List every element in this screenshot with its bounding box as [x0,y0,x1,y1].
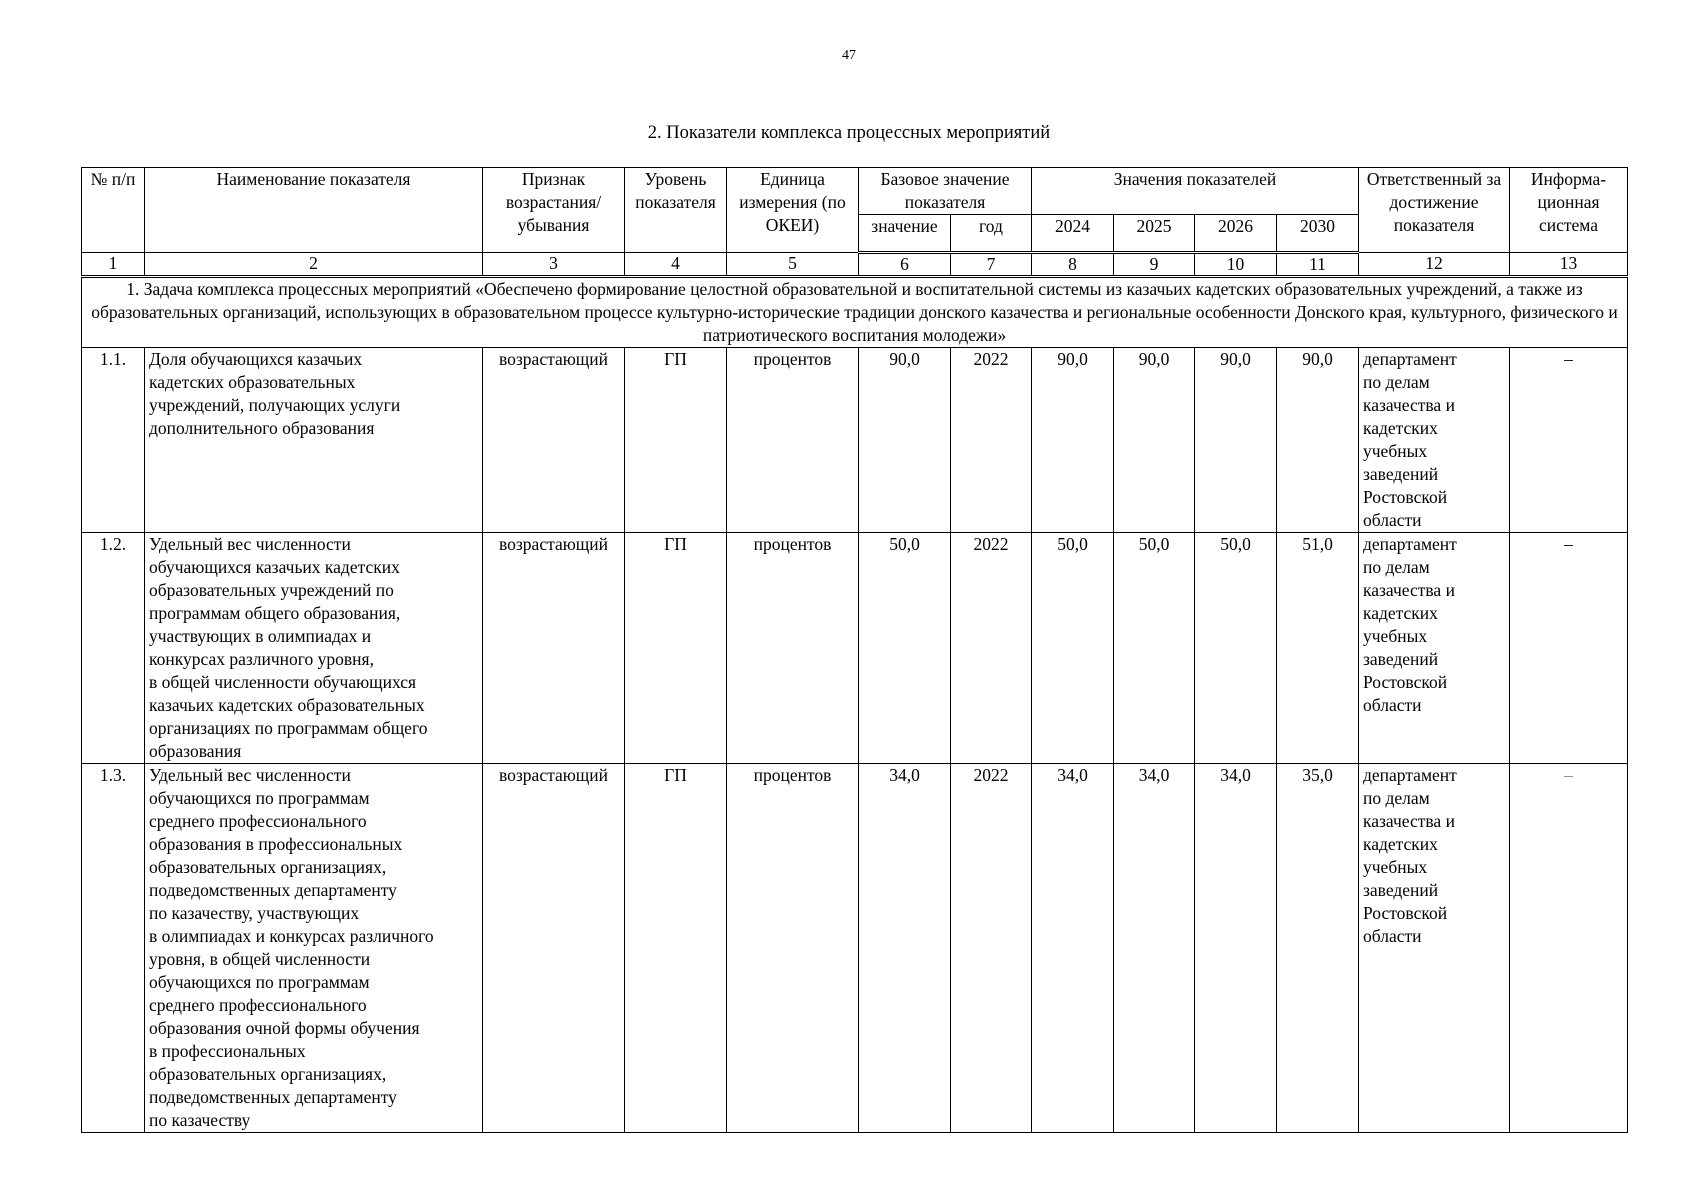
header-base-value: значение [859,215,951,253]
header-year-2025: 2025 [1114,215,1195,253]
column-number: 10 [1195,253,1277,277]
indicator-sign: возрастающий [483,764,625,1133]
header-base-year: год [951,215,1032,253]
header-values: Значения показателей [1032,168,1359,215]
value-2030: 51,0 [1277,533,1359,764]
column-number: 1 [82,253,145,277]
value-2024: 34,0 [1032,764,1114,1133]
column-number: 7 [951,253,1032,277]
column-number: 13 [1510,253,1628,277]
value-2026: 90,0 [1195,348,1277,533]
info-system: – [1510,533,1628,764]
value-2030: 90,0 [1277,348,1359,533]
task-description: 1. Задача комплекса процессных мероприятий «Обеспечено формирование целостной образовательной и воспитательной системы из казачьих кадетских образовательных учреждений, а также из образовательных организаций, использующих в образовательном процессе культурно-исторические традиции донского казачества и региональные особенности Донского края, культурного, физического и патриотического воспитания молодежи» [82,277,1628,348]
table-row [82,533,1628,764]
column-number: 3 [483,253,625,277]
header-row-1 [82,168,1628,215]
header-responsible: Ответственный за достижение показателя [1359,168,1510,253]
value-2025: 90,0 [1114,348,1195,533]
column-number: 5 [727,253,859,277]
column-number: 9 [1114,253,1195,277]
indicator-level: ГП [625,764,727,1133]
header-year-2024: 2024 [1032,215,1114,253]
header-level: Уровень показателя [625,168,727,253]
header-unit: Единица измерения (по ОКЕИ) [727,168,859,253]
indicator-name: Удельный вес численности обучающихся по программам среднего профессионального образования в профессиональных образовательных организациях, подведомственных департаменту по казачеству, участвующих в олимпиадах и конкурсах различного уровня, в общей численности обучающихся по программам среднего профессионального образования очной формы обучения в профессиональных образовательных организациях, подведомственных департаменту по казачеству [145,764,483,1133]
value-2024: 50,0 [1032,533,1114,764]
column-number: 12 [1359,253,1510,277]
indicator-level: ГП [625,533,727,764]
table-row [82,348,1628,533]
row-num: 1.1. [82,348,145,533]
value-2026: 34,0 [1195,764,1277,1133]
header-sign: Признак возрастания/ убывания [483,168,625,253]
indicator-sign: возрастающий [483,533,625,764]
indicators-table [81,167,1628,1133]
value-2030: 35,0 [1277,764,1359,1133]
indicator-level: ГП [625,348,727,533]
base-value: 50,0 [859,533,951,764]
column-numbers-row [82,253,1628,277]
column-number: 11 [1277,253,1359,277]
row-num: 1.3. [82,764,145,1133]
header-base: Базовое значение показателя [859,168,1032,215]
column-number: 2 [145,253,483,277]
indicator-unit: процентов [727,764,859,1133]
value-2025: 34,0 [1114,764,1195,1133]
header-year-2030: 2030 [1277,215,1359,253]
base-year: 2022 [951,533,1032,764]
responsible: департамент по делам казачества и кадетских учебных заведений Ростовской области [1359,764,1510,1133]
header-name: Наименование показателя [145,168,483,253]
column-number: 6 [859,253,951,277]
table-row [82,764,1628,1133]
table-title: 2. Показатели комплекса процессных мероприятий [647,123,1051,143]
value-2024: 90,0 [1032,348,1114,533]
row-num: 1.2. [82,533,145,764]
indicator-name: Удельный вес численности обучающихся казачьих кадетских образовательных учреждений по программам общего образования, участвующих в олимпиадах и конкурсах различного уровня, в общей численности обучающихся казачьих кадетских образовательных организациях по программам общего образования [145,533,483,764]
info-system: – [1510,348,1628,533]
header-year-2026: 2026 [1195,215,1277,253]
base-year: 2022 [951,764,1032,1133]
page-number: 47 [842,48,856,63]
header-infosys: Информа-ционная система [1510,168,1628,253]
task-row [82,277,1628,348]
base-value: 90,0 [859,348,951,533]
indicator-sign: возрастающий [483,348,625,533]
info-system: – [1510,764,1628,1133]
column-number: 4 [625,253,727,277]
responsible: департамент по делам казачества и кадетских учебных заведений Ростовской области [1359,533,1510,764]
base-year: 2022 [951,348,1032,533]
indicator-unit: процентов [727,348,859,533]
value-2026: 50,0 [1195,533,1277,764]
value-2025: 50,0 [1114,533,1195,764]
base-value: 34,0 [859,764,951,1133]
indicator-name: Доля обучающихся казачьих кадетских образовательных учреждений, получающих услуги дополнительного образования [145,348,483,533]
column-number: 8 [1032,253,1114,277]
header-num: № п/п [82,168,145,253]
responsible: департамент по делам казачества и кадетских учебных заведений Ростовской области [1359,348,1510,533]
indicator-unit: процентов [727,533,859,764]
